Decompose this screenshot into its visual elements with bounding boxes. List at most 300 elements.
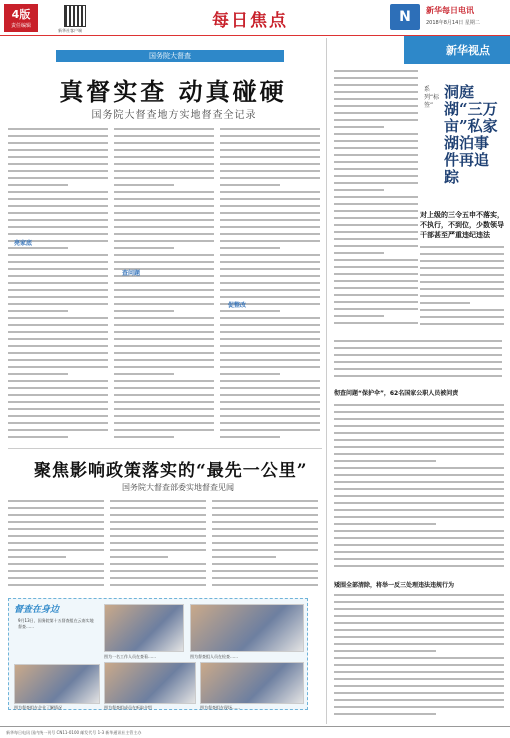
text-line bbox=[334, 203, 418, 205]
text-line bbox=[334, 301, 418, 303]
text-line bbox=[420, 288, 504, 290]
text-line bbox=[334, 354, 502, 356]
text-line bbox=[8, 514, 104, 516]
text-line bbox=[114, 310, 174, 312]
text-line bbox=[114, 373, 174, 375]
text-line bbox=[114, 240, 214, 242]
text-line bbox=[420, 316, 504, 318]
text-line bbox=[8, 366, 108, 368]
text-line bbox=[8, 345, 108, 347]
text-line bbox=[8, 219, 108, 221]
text-line bbox=[8, 191, 108, 193]
text-line bbox=[334, 259, 418, 261]
text-line bbox=[114, 289, 214, 291]
text-line bbox=[114, 317, 214, 319]
text-line bbox=[420, 246, 504, 248]
text-line bbox=[334, 460, 436, 462]
text-line bbox=[420, 323, 504, 325]
text-line bbox=[8, 317, 108, 319]
story1-column-1 bbox=[8, 128, 108, 444]
text-line bbox=[334, 509, 504, 511]
text-line bbox=[220, 422, 320, 424]
text-line bbox=[334, 713, 436, 715]
text-line bbox=[114, 345, 214, 347]
text-line bbox=[334, 523, 436, 525]
text-line bbox=[220, 296, 320, 298]
text-line bbox=[334, 368, 502, 370]
photo-2[interactable] bbox=[190, 604, 304, 652]
text-line bbox=[110, 570, 206, 572]
text-line bbox=[334, 678, 504, 680]
text-line bbox=[334, 266, 418, 268]
text-line bbox=[114, 149, 214, 151]
text-line bbox=[334, 375, 502, 377]
text-line bbox=[220, 198, 320, 200]
column-divider bbox=[326, 38, 327, 724]
text-line bbox=[8, 528, 104, 530]
text-line bbox=[114, 205, 214, 207]
text-line bbox=[334, 168, 418, 170]
text-line bbox=[114, 163, 214, 165]
text-line bbox=[334, 530, 504, 532]
text-line bbox=[114, 429, 214, 431]
text-line bbox=[334, 84, 418, 86]
story1-headline[interactable]: 真督实查 动真碰硬 bbox=[59, 77, 287, 106]
text-line bbox=[220, 317, 320, 319]
text-line bbox=[8, 289, 108, 291]
text-line bbox=[334, 112, 418, 114]
qr-code-icon bbox=[64, 5, 86, 27]
text-line bbox=[114, 422, 214, 424]
text-line bbox=[220, 394, 320, 396]
text-line bbox=[8, 549, 104, 551]
text-line bbox=[114, 254, 214, 256]
text-line bbox=[8, 247, 68, 249]
text-line bbox=[8, 521, 104, 523]
text-line bbox=[212, 542, 318, 544]
sidebar-column-2 bbox=[334, 340, 502, 384]
text-line bbox=[114, 401, 214, 403]
text-line bbox=[220, 429, 320, 431]
text-line bbox=[110, 542, 206, 544]
text-line bbox=[334, 280, 418, 282]
text-line bbox=[110, 556, 168, 558]
text-line bbox=[220, 240, 320, 242]
story2-column-1 bbox=[8, 500, 104, 592]
text-line bbox=[8, 275, 108, 277]
sidebar-subhead-1: 对上级的三令五申不落实，不执行，不到位，少数领导干部甚至严重违纪违法 bbox=[420, 211, 504, 239]
photo-feature-title: 督查在身边 bbox=[14, 605, 60, 615]
text-line bbox=[334, 453, 504, 455]
text-line bbox=[8, 338, 108, 340]
text-line bbox=[334, 622, 504, 624]
photo-3[interactable] bbox=[14, 664, 100, 704]
text-line bbox=[220, 156, 320, 158]
text-line bbox=[334, 133, 418, 135]
story1-section-c: 促整改 bbox=[228, 302, 247, 309]
text-line bbox=[220, 331, 320, 333]
sidebar-column-4 bbox=[334, 404, 504, 574]
text-line bbox=[8, 401, 108, 403]
story2-column-3 bbox=[212, 500, 318, 592]
text-line bbox=[220, 289, 320, 291]
text-line bbox=[220, 359, 320, 361]
text-line bbox=[8, 268, 108, 270]
text-line bbox=[334, 273, 418, 275]
text-line bbox=[212, 570, 318, 572]
text-line bbox=[8, 303, 108, 305]
text-line bbox=[220, 401, 320, 403]
text-line bbox=[334, 594, 504, 596]
text-line bbox=[212, 535, 318, 537]
text-line bbox=[334, 340, 502, 342]
photo-feature-caption: 9月13日，国务院第十五督查组在云南实地督查…… bbox=[18, 618, 94, 629]
text-line bbox=[220, 128, 320, 130]
text-line bbox=[220, 212, 320, 214]
text-line bbox=[110, 577, 206, 579]
text-line bbox=[220, 352, 320, 354]
text-line bbox=[334, 119, 418, 121]
text-line bbox=[8, 556, 66, 558]
text-line bbox=[334, 467, 504, 469]
paper-name: 新华每日电讯 bbox=[426, 6, 474, 15]
text-line bbox=[212, 507, 318, 509]
photo-5[interactable] bbox=[200, 662, 304, 704]
text-line bbox=[334, 650, 436, 652]
text-line bbox=[334, 474, 504, 476]
text-line bbox=[114, 303, 214, 305]
text-line bbox=[220, 387, 320, 389]
text-line bbox=[220, 149, 320, 151]
text-line bbox=[334, 495, 504, 497]
story2-subhead: 国务院大督查部委实地督查见闻 bbox=[122, 483, 234, 492]
text-line bbox=[220, 191, 320, 193]
text-line bbox=[8, 408, 108, 410]
text-line bbox=[220, 233, 320, 235]
text-line bbox=[220, 310, 280, 312]
photo-1-caption: 图为一名工作人员在查看…… bbox=[104, 654, 156, 659]
text-line bbox=[334, 182, 418, 184]
text-line bbox=[334, 636, 504, 638]
text-line bbox=[334, 77, 418, 79]
text-line bbox=[334, 126, 384, 128]
text-line bbox=[8, 163, 108, 165]
text-line bbox=[110, 521, 206, 523]
xinhua-view-label: 新华视点 bbox=[446, 44, 490, 57]
text-line bbox=[334, 551, 504, 553]
text-line bbox=[220, 268, 320, 270]
text-line bbox=[334, 664, 504, 666]
text-line bbox=[114, 338, 214, 340]
text-line bbox=[334, 322, 418, 324]
text-line bbox=[8, 535, 104, 537]
text-line bbox=[334, 643, 504, 645]
text-line bbox=[334, 608, 504, 610]
text-line bbox=[114, 212, 214, 214]
text-line bbox=[220, 324, 320, 326]
column-tag: 国务院大督查 bbox=[56, 50, 284, 62]
text-line bbox=[334, 481, 504, 483]
text-line bbox=[114, 415, 214, 417]
text-line bbox=[114, 380, 214, 382]
text-line bbox=[110, 535, 206, 537]
text-line bbox=[114, 324, 214, 326]
edition-badge bbox=[4, 4, 38, 32]
text-line bbox=[114, 135, 214, 137]
text-line bbox=[8, 570, 104, 572]
text-line bbox=[8, 149, 108, 151]
text-line bbox=[8, 352, 108, 354]
text-line bbox=[334, 147, 418, 149]
text-line bbox=[220, 226, 320, 228]
story1-column-3 bbox=[220, 128, 320, 444]
text-line bbox=[220, 275, 320, 277]
text-line bbox=[8, 331, 108, 333]
text-line bbox=[334, 615, 504, 617]
text-line bbox=[114, 191, 214, 193]
text-line bbox=[334, 238, 418, 240]
page-editor: 责任编辑 bbox=[10, 23, 31, 29]
text-line bbox=[220, 205, 320, 207]
text-line bbox=[114, 128, 214, 130]
paper-date: 2018年8月14日 星期二 bbox=[426, 20, 480, 26]
text-line bbox=[212, 549, 318, 551]
text-line bbox=[220, 219, 320, 221]
photo-5-caption: 图为督查组在现场…… bbox=[200, 705, 240, 710]
text-line bbox=[334, 105, 418, 107]
story1-subhead: 国务院大督查地方实地督查全记录 bbox=[91, 110, 257, 121]
text-line bbox=[114, 282, 214, 284]
text-line bbox=[8, 135, 108, 137]
story2-headline[interactable]: 聚焦影响政策落实的“最先一公里” bbox=[34, 461, 308, 481]
text-line bbox=[212, 500, 318, 502]
text-line bbox=[8, 226, 108, 228]
text-line bbox=[334, 671, 504, 673]
text-line bbox=[114, 436, 174, 438]
text-line bbox=[110, 584, 206, 586]
text-line bbox=[334, 175, 418, 177]
text-line bbox=[334, 657, 504, 659]
text-line bbox=[334, 231, 418, 233]
text-line bbox=[8, 422, 108, 424]
photo-4-caption: 图为督查组成员在听取介绍 bbox=[104, 705, 152, 710]
text-line bbox=[114, 366, 214, 368]
text-line bbox=[334, 91, 418, 93]
text-line bbox=[334, 294, 418, 296]
text-line bbox=[114, 352, 214, 354]
text-line bbox=[334, 308, 418, 310]
text-line bbox=[220, 261, 320, 263]
sidebar-subhead-2: 彻查问题“保护伞”，62名国家公职人员被问责 bbox=[334, 390, 459, 397]
text-line bbox=[8, 156, 108, 158]
text-line bbox=[212, 577, 318, 579]
text-line bbox=[8, 373, 68, 375]
story1-section-a: 亮家底 bbox=[14, 240, 33, 247]
text-line bbox=[212, 584, 318, 586]
text-line bbox=[114, 261, 214, 263]
text-line bbox=[420, 267, 504, 269]
text-line bbox=[220, 380, 320, 382]
text-line bbox=[114, 184, 174, 186]
sidebar-kicker: 系列“标签” bbox=[424, 86, 440, 109]
text-line bbox=[220, 254, 320, 256]
story1-section-b: 查问题 bbox=[122, 270, 141, 277]
text-line bbox=[334, 347, 502, 349]
photo-4[interactable] bbox=[104, 662, 196, 704]
sidebar-column-5 bbox=[334, 594, 504, 722]
text-line bbox=[334, 315, 384, 317]
text-line bbox=[220, 436, 280, 438]
qr-caption: 新华社客户端 bbox=[58, 28, 82, 33]
text-line bbox=[8, 310, 68, 312]
text-line bbox=[334, 446, 504, 448]
story1-column-2 bbox=[114, 128, 214, 444]
text-line bbox=[8, 296, 108, 298]
text-line bbox=[8, 387, 108, 389]
text-line bbox=[8, 394, 108, 396]
text-line bbox=[334, 699, 504, 701]
text-line bbox=[8, 254, 108, 256]
text-line bbox=[334, 558, 504, 560]
text-line bbox=[420, 295, 504, 297]
section-title: 每日焦点 bbox=[212, 11, 288, 31]
text-line bbox=[334, 217, 418, 219]
text-line bbox=[212, 514, 318, 516]
text-line bbox=[334, 516, 504, 518]
text-line bbox=[8, 380, 108, 382]
text-line bbox=[212, 556, 276, 558]
text-line bbox=[114, 177, 214, 179]
text-line bbox=[8, 324, 108, 326]
footer: 新华每日电讯 国内统一刊号 CN11-0100 邮发代号 1-3 新华通讯社主管主办 bbox=[0, 726, 510, 738]
photo-1[interactable] bbox=[104, 604, 184, 652]
text-line bbox=[8, 261, 108, 263]
text-line bbox=[114, 198, 214, 200]
text-line bbox=[220, 345, 320, 347]
text-line bbox=[220, 366, 320, 368]
text-line bbox=[114, 387, 214, 389]
text-line bbox=[334, 411, 504, 413]
text-line bbox=[334, 565, 504, 567]
text-line bbox=[8, 282, 108, 284]
text-line bbox=[334, 537, 504, 539]
text-line bbox=[8, 233, 108, 235]
story2-column-2 bbox=[110, 500, 206, 592]
sidebar-column-1 bbox=[334, 70, 418, 332]
text-line bbox=[114, 170, 214, 172]
text-line bbox=[334, 189, 384, 191]
text-line bbox=[334, 685, 504, 687]
text-line bbox=[212, 563, 318, 565]
text-line bbox=[334, 404, 504, 406]
text-line bbox=[220, 184, 280, 186]
text-line bbox=[220, 282, 320, 284]
text-line bbox=[220, 163, 320, 165]
text-line bbox=[110, 514, 206, 516]
text-line bbox=[114, 142, 214, 144]
text-line bbox=[334, 140, 418, 142]
text-line bbox=[334, 692, 504, 694]
masthead bbox=[0, 0, 510, 36]
text-line bbox=[8, 170, 108, 172]
text-line bbox=[8, 577, 104, 579]
text-line bbox=[8, 212, 108, 214]
sidebar-headline[interactable]: 洞庭湖“三万亩”私家湖泊事件再追踪 bbox=[444, 83, 498, 186]
text-line bbox=[110, 528, 206, 530]
text-line bbox=[220, 415, 320, 417]
text-line bbox=[334, 70, 418, 72]
text-line bbox=[8, 429, 108, 431]
text-line bbox=[110, 500, 206, 502]
text-line bbox=[334, 488, 504, 490]
photo-2-caption: 图为督查组人员在检查…… bbox=[190, 654, 238, 659]
text-line bbox=[8, 184, 68, 186]
text-line bbox=[334, 224, 418, 226]
text-line bbox=[8, 436, 68, 438]
text-line bbox=[212, 521, 318, 523]
text-line bbox=[334, 161, 418, 163]
text-line bbox=[420, 309, 504, 311]
sidebar-subhead-3: 矮围全部清除，将举一反三处理违法违规行为 bbox=[334, 582, 455, 589]
text-line bbox=[334, 210, 418, 212]
text-line bbox=[8, 415, 108, 417]
text-line bbox=[8, 542, 104, 544]
text-line bbox=[334, 425, 504, 427]
text-line bbox=[334, 418, 504, 420]
text-line bbox=[8, 205, 108, 207]
text-line bbox=[334, 361, 502, 363]
text-line bbox=[420, 281, 504, 283]
text-line bbox=[334, 196, 418, 198]
text-line bbox=[114, 408, 214, 410]
text-line bbox=[420, 253, 504, 255]
text-line bbox=[8, 500, 104, 502]
story-divider bbox=[8, 448, 322, 449]
text-line bbox=[334, 252, 384, 254]
text-line bbox=[420, 302, 470, 304]
text-line bbox=[220, 135, 320, 137]
text-line bbox=[420, 274, 504, 276]
text-line bbox=[114, 331, 214, 333]
text-line bbox=[8, 177, 108, 179]
text-line bbox=[220, 170, 320, 172]
text-line bbox=[220, 338, 320, 340]
text-line bbox=[110, 549, 206, 551]
text-line bbox=[420, 260, 504, 262]
newspaper-logo-icon: N bbox=[390, 4, 420, 30]
photo-3-caption: 图为督查组在企业了解情况 bbox=[14, 705, 62, 710]
text-line bbox=[220, 142, 320, 144]
text-line bbox=[334, 154, 418, 156]
text-line bbox=[8, 507, 104, 509]
text-line bbox=[8, 563, 104, 565]
text-line bbox=[212, 528, 318, 530]
text-line bbox=[110, 507, 206, 509]
text-line bbox=[114, 296, 214, 298]
text-line bbox=[334, 439, 504, 441]
text-line bbox=[114, 359, 214, 361]
text-line bbox=[8, 142, 108, 144]
text-line bbox=[220, 408, 320, 410]
text-line bbox=[334, 502, 504, 504]
text-line bbox=[220, 373, 280, 375]
text-line bbox=[8, 198, 108, 200]
text-line bbox=[8, 359, 108, 361]
text-line bbox=[334, 98, 418, 100]
text-line bbox=[334, 601, 504, 603]
text-line bbox=[334, 706, 504, 708]
text-line bbox=[220, 247, 280, 249]
